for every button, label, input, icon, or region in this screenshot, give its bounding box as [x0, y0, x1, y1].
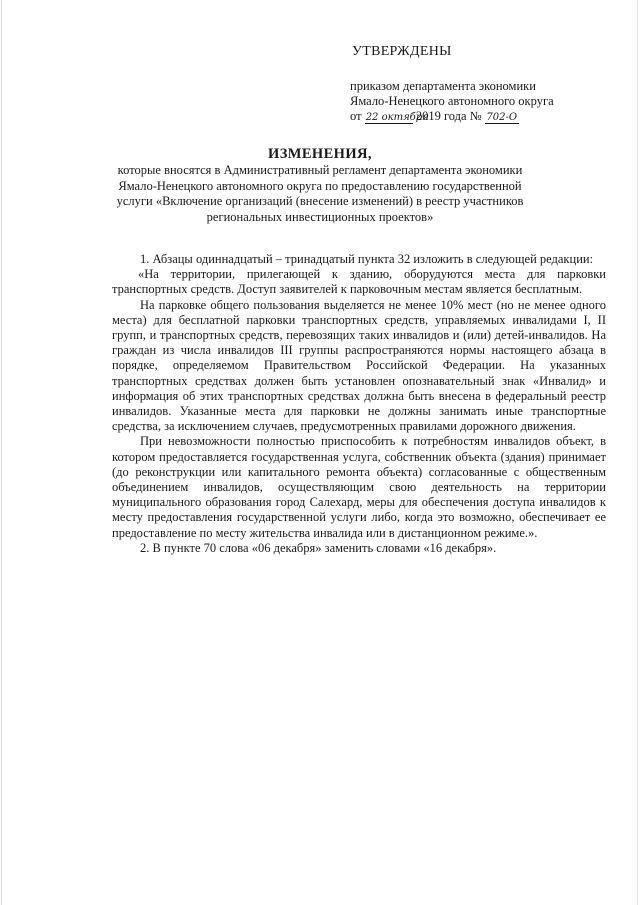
approval-block [350, 79, 610, 124]
approval-date-line [350, 109, 610, 124]
approval-line-2: Ямало-Ненецкого автономного округа [350, 94, 554, 108]
document-body [112, 252, 606, 556]
paragraph-4: При невозможности полностью приспособить к потребностям инвалидов объект, в котором предоставляется государственная услуга, собственник объекта (здания) принимает (до реконструкции или капитального ремонта объекта) согласованные с общественным объединением инвалидов, осуществляющим свою деятельность на территории муниципального образования город Салехард, меры для обеспечения доступа инвалидов к месту предоставления государственной услуги либо, когда это возможно, обеспечивает ее предоставление по месту жительства инвалида или в дистанционном режиме.». [112, 434, 606, 540]
scan-edge-left [1, 0, 2, 905]
paragraph-3: На парковке общего пользования выделяется не менее 10% мест (но не менее одного места) для бесплатной парковки транспортных средств, управляемых инвалидами I, II групп, и транспортных средств, перевозящих таких инвалидов и (или) детей-инвалидов. На граждан из числа инвалидов III группы распространяются нормы настоящего абзаца в порядке, определяемом Правительством Российской Федерации. На указанных транспортных средствах должен быть установлен опознавательный знак «Инвалид» и информация об этих транспортных средствах должна быть внесена в федеральный реестр инвалидов. Указанные места для парковки не должны занимать иные транспортные средства, за исключением случаев, предусмотренных правилами дорожного движения. [112, 297, 606, 434]
scan-edge-right [637, 0, 638, 905]
paragraph-5: 2. В пункте 70 слова «06 декабря» заменить словами «16 декабря». [140, 540, 497, 555]
handwritten-date: 22 октября [365, 112, 429, 123]
approval-line-1: приказом департамента экономики [350, 79, 536, 93]
year-text: 2019 года № [415, 109, 482, 123]
date-prefix: от [350, 109, 362, 123]
document-title: ИЗМЕНЕНИЯ, [268, 146, 372, 162]
document-subtitle: которые вносятся в Административный регламент департамента экономики Ямало-Ненецкого автономного округа по предоставлению государственной услуги «Включение организаций (внесение изменений) в реестр участников региональных инвестиционных проектов» [116, 163, 524, 224]
approval-title: УТВЕРЖДЕНЫ [352, 44, 452, 59]
handwritten-order-number: 702-О [486, 112, 518, 123]
paragraph-1: 1. Абзацы одиннадцатый – тринадцатый пункта 32 изложить в следующей редакции: [140, 252, 594, 266]
paragraph-2: «На территории, прилегающей к зданию, оборудуются места для парковки транспортных средств. Доступ заявителей к парковочным местам является бесплатным. [112, 267, 606, 297]
